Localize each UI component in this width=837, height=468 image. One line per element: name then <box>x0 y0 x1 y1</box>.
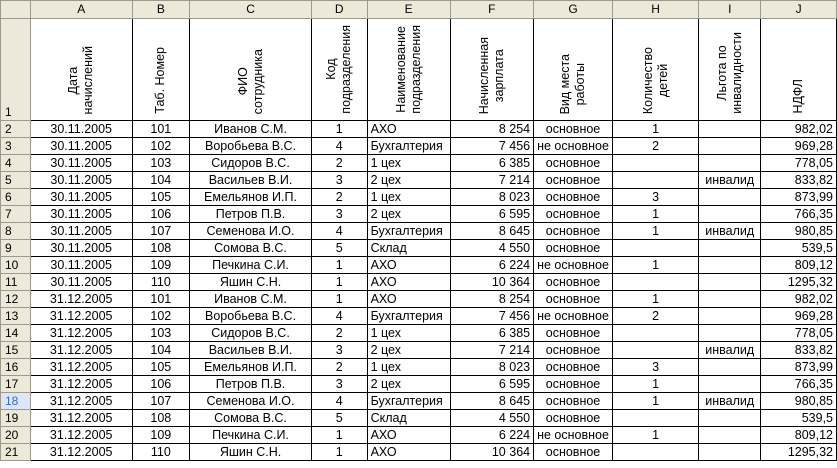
header-cell-accrual-date[interactable] <box>30 19 132 121</box>
cell-tab-number[interactable]: 106 <box>132 376 190 393</box>
header-label: Таб. Номер <box>153 47 168 114</box>
cell-tab-number[interactable]: 102 <box>132 138 190 155</box>
cell-accrual-date[interactable]: 30.11.2005 <box>30 155 132 172</box>
cell-ndfl[interactable]: 980,85 <box>761 393 837 410</box>
cell-dept-name[interactable]: 2 цех <box>367 206 450 223</box>
cell-dept-code[interactable]: 2 <box>311 325 367 342</box>
cell-tab-number[interactable]: 106 <box>132 206 190 223</box>
cell-employee-name[interactable]: Яшин С.Н. <box>190 274 312 291</box>
cell-children[interactable]: 2 <box>612 308 698 325</box>
table-row <box>1 444 837 461</box>
cell-tab-number[interactable]: 105 <box>132 189 190 206</box>
cell-accrual-date[interactable]: 30.11.2005 <box>30 274 132 291</box>
cell-dept-code[interactable]: 1 <box>311 274 367 291</box>
cell-salary[interactable]: 10 364 <box>450 444 534 461</box>
cell-employee-name[interactable]: Воробьева В.С. <box>190 308 312 325</box>
cell-work-type[interactable]: основное <box>534 240 613 257</box>
cell-dept-code[interactable]: 3 <box>311 206 367 223</box>
cell-work-type[interactable]: основное <box>534 342 613 359</box>
cell-children[interactable]: 1 <box>612 257 698 274</box>
cell-tab-number[interactable]: 108 <box>132 240 190 257</box>
cell-dept-name[interactable]: АХО <box>367 274 450 291</box>
row-header[interactable]: 16 <box>1 359 31 376</box>
cell-children[interactable] <box>612 342 698 359</box>
cell-children[interactable]: 1 <box>612 223 698 240</box>
cell-employee-name[interactable]: Печкина С.И. <box>190 257 312 274</box>
cell-disability[interactable] <box>699 427 761 444</box>
cell-dept-name[interactable]: Бухгалтерия <box>367 138 450 155</box>
cell-children[interactable] <box>612 155 698 172</box>
header-cell-ndfl[interactable] <box>761 19 837 121</box>
cell-salary[interactable]: 6 224 <box>450 427 534 444</box>
cell-children[interactable]: 3 <box>612 189 698 206</box>
table-row <box>1 138 837 155</box>
cell-disability[interactable] <box>699 325 761 342</box>
cell-disability[interactable] <box>699 376 761 393</box>
cell-disability[interactable] <box>699 291 761 308</box>
cell-tab-number[interactable]: 104 <box>132 342 190 359</box>
cell-dept-code[interactable]: 4 <box>311 223 367 240</box>
cell-employee-name[interactable]: Яшин С.Н. <box>190 444 312 461</box>
row-header[interactable]: 17 <box>1 376 31 393</box>
table-row <box>1 359 837 376</box>
header-label: Количество детей <box>640 46 670 114</box>
cell-accrual-date[interactable]: 30.11.2005 <box>30 257 132 274</box>
header-cell-salary[interactable] <box>450 19 534 121</box>
row-header[interactable]: 1 <box>1 19 31 121</box>
cell-dept-code[interactable]: 5 <box>311 240 367 257</box>
row-header[interactable]: 11 <box>1 274 31 291</box>
cell-dept-code[interactable]: 3 <box>311 376 367 393</box>
cell-dept-code[interactable]: 1 <box>311 121 367 138</box>
cell-dept-code[interactable]: 2 <box>311 359 367 376</box>
row-header[interactable]: 13 <box>1 308 31 325</box>
cell-dept-name[interactable]: Бухгалтерия <box>367 393 450 410</box>
cell-accrual-date[interactable]: 30.11.2005 <box>30 121 132 138</box>
cell-ndfl[interactable]: 809,12 <box>761 427 837 444</box>
cell-dept-name[interactable]: АХО <box>367 427 450 444</box>
cell-salary[interactable]: 8 023 <box>450 189 534 206</box>
cell-salary[interactable]: 6 595 <box>450 376 534 393</box>
cell-tab-number[interactable]: 107 <box>132 393 190 410</box>
row-header[interactable]: 19 <box>1 410 31 427</box>
cell-work-type[interactable]: основное <box>534 444 613 461</box>
header-label: Вид места работы <box>558 53 588 114</box>
cell-children[interactable]: 1 <box>612 121 698 138</box>
cell-employee-name[interactable]: Семенова И.О. <box>190 223 312 240</box>
cell-accrual-date[interactable]: 31.12.2005 <box>30 308 132 325</box>
cell-dept-code[interactable]: 1 <box>311 257 367 274</box>
column-header-f[interactable]: F <box>450 1 534 19</box>
cell-accrual-date[interactable]: 30.11.2005 <box>30 240 132 257</box>
row-header[interactable]: 8 <box>1 223 31 240</box>
cell-work-type[interactable]: основное <box>534 223 613 240</box>
row-header[interactable]: 5 <box>1 172 31 189</box>
cell-children[interactable]: 3 <box>612 359 698 376</box>
cell-disability[interactable]: инвалид <box>699 342 761 359</box>
cell-accrual-date[interactable]: 31.12.2005 <box>30 359 132 376</box>
column-header-a[interactable]: A <box>30 1 132 19</box>
cell-salary[interactable]: 8 645 <box>450 393 534 410</box>
table-row <box>1 206 837 223</box>
cell-children[interactable] <box>612 274 698 291</box>
cell-salary[interactable]: 4 550 <box>450 240 534 257</box>
cell-work-type[interactable]: основное <box>534 393 613 410</box>
row-header[interactable]: 14 <box>1 325 31 342</box>
cell-employee-name[interactable]: Васильев В.И. <box>190 172 312 189</box>
cell-salary[interactable]: 8 254 <box>450 121 534 138</box>
cell-work-type[interactable]: основное <box>534 376 613 393</box>
cell-accrual-date[interactable]: 30.11.2005 <box>30 189 132 206</box>
cell-accrual-date[interactable]: 30.11.2005 <box>30 223 132 240</box>
cell-children[interactable]: 1 <box>612 291 698 308</box>
header-label: Начисленная зарплата <box>476 36 506 114</box>
cell-children[interactable]: 1 <box>612 206 698 223</box>
cell-disability[interactable] <box>699 240 761 257</box>
table-row <box>1 257 837 274</box>
cell-salary[interactable]: 6 385 <box>450 155 534 172</box>
cell-accrual-date[interactable]: 31.12.2005 <box>30 342 132 359</box>
row-header[interactable]: 10 <box>1 257 31 274</box>
cell-disability[interactable] <box>699 121 761 138</box>
cell-dept-name[interactable]: 1 цех <box>367 325 450 342</box>
column-header-i[interactable]: I <box>699 1 761 19</box>
cell-disability[interactable] <box>699 410 761 427</box>
cell-dept-name[interactable]: АХО <box>367 121 450 138</box>
cell-ndfl[interactable]: 833,82 <box>761 172 837 189</box>
cell-salary[interactable]: 6 385 <box>450 325 534 342</box>
cell-tab-number[interactable]: 102 <box>132 308 190 325</box>
cell-accrual-date[interactable]: 31.12.2005 <box>30 325 132 342</box>
cell-salary[interactable]: 4 550 <box>450 410 534 427</box>
cell-children[interactable] <box>612 240 698 257</box>
cell-ndfl[interactable]: 980,85 <box>761 223 837 240</box>
row-header[interactable]: 12 <box>1 291 31 308</box>
cell-work-type[interactable]: основное <box>534 325 613 342</box>
cell-employee-name[interactable]: Сомова В.С. <box>190 240 312 257</box>
header-label: ФИО сотрудника <box>235 48 265 114</box>
cell-tab-number[interactable]: 107 <box>132 223 190 240</box>
cell-work-type[interactable]: основное <box>534 155 613 172</box>
header-cell-tab-number[interactable] <box>132 19 190 121</box>
header-cell-disability[interactable] <box>699 19 761 121</box>
header-label: Дата начислений <box>66 45 96 114</box>
cell-dept-code[interactable]: 1 <box>311 291 367 308</box>
cell-ndfl[interactable]: 873,99 <box>761 189 837 206</box>
cell-dept-name[interactable]: 2 цех <box>367 172 450 189</box>
cell-ndfl[interactable]: 778,05 <box>761 325 837 342</box>
cell-dept-name[interactable]: 1 цех <box>367 155 450 172</box>
cell-ndfl[interactable]: 539,5 <box>761 410 837 427</box>
cell-employee-name[interactable]: Петров П.В. <box>190 376 312 393</box>
header-cell-dept-code[interactable] <box>311 19 367 121</box>
cell-salary[interactable]: 7 456 <box>450 308 534 325</box>
column-header-h[interactable]: H <box>612 1 698 19</box>
cell-accrual-date[interactable]: 30.11.2005 <box>30 206 132 223</box>
row-header[interactable]: 2 <box>1 121 31 138</box>
table-row <box>1 121 837 138</box>
cell-accrual-date[interactable]: 31.12.2005 <box>30 427 132 444</box>
cell-disability[interactable]: инвалид <box>699 172 761 189</box>
row-header[interactable]: 18 <box>1 393 31 410</box>
table-row <box>1 376 837 393</box>
cell-tab-number[interactable]: 108 <box>132 410 190 427</box>
column-header-e[interactable]: E <box>367 1 450 19</box>
cell-ndfl[interactable]: 833,82 <box>761 342 837 359</box>
row-header[interactable]: 4 <box>1 155 31 172</box>
column-header-c[interactable]: C <box>190 1 312 19</box>
row-header[interactable]: 6 <box>1 189 31 206</box>
cell-ndfl[interactable]: 969,28 <box>761 138 837 155</box>
cell-children[interactable]: 2 <box>612 138 698 155</box>
table-row <box>1 342 837 359</box>
cell-disability[interactable] <box>699 138 761 155</box>
table-row <box>1 393 837 410</box>
table-row <box>1 189 837 206</box>
cell-ndfl[interactable]: 539,5 <box>761 240 837 257</box>
cell-salary[interactable]: 6 224 <box>450 257 534 274</box>
cell-disability[interactable] <box>699 308 761 325</box>
row-header[interactable]: 20 <box>1 427 31 444</box>
cell-children[interactable] <box>612 444 698 461</box>
cell-dept-code[interactable]: 1 <box>311 444 367 461</box>
cell-salary[interactable]: 7 214 <box>450 342 534 359</box>
cell-disability[interactable]: инвалид <box>699 393 761 410</box>
cell-dept-code[interactable]: 4 <box>311 393 367 410</box>
cell-accrual-date[interactable]: 30.11.2005 <box>30 138 132 155</box>
cell-children[interactable] <box>612 325 698 342</box>
cell-ndfl[interactable]: 1295,32 <box>761 444 837 461</box>
cell-disability[interactable] <box>699 189 761 206</box>
cell-work-type[interactable]: основное <box>534 189 613 206</box>
cell-disability[interactable]: инвалид <box>699 223 761 240</box>
table-row <box>1 410 837 427</box>
header-label: НДФЛ <box>791 79 806 114</box>
cell-accrual-date[interactable]: 31.12.2005 <box>30 393 132 410</box>
column-header-j[interactable]: J <box>761 1 837 19</box>
cell-work-type[interactable]: не основное <box>534 308 613 325</box>
cell-ndfl[interactable]: 809,12 <box>761 257 837 274</box>
cell-employee-name[interactable]: Сидоров В.С. <box>190 325 312 342</box>
cell-work-type[interactable]: основное <box>534 206 613 223</box>
cell-ndfl[interactable]: 982,02 <box>761 121 837 138</box>
row-header[interactable]: 3 <box>1 138 31 155</box>
header-cell-dept-name[interactable] <box>367 19 450 121</box>
table-row <box>1 172 837 189</box>
table-row <box>1 240 837 257</box>
header-label: Код подразделения <box>324 25 354 114</box>
cell-ndfl[interactable]: 766,35 <box>761 376 837 393</box>
cell-work-type[interactable]: основное <box>534 359 613 376</box>
cell-accrual-date[interactable]: 31.12.2005 <box>30 444 132 461</box>
cell-ndfl[interactable]: 873,99 <box>761 359 837 376</box>
cell-dept-code[interactable]: 1 <box>311 427 367 444</box>
cell-dept-code[interactable]: 3 <box>311 342 367 359</box>
cell-ndfl[interactable]: 778,05 <box>761 155 837 172</box>
cell-employee-name[interactable]: Печкина С.И. <box>190 427 312 444</box>
cell-employee-name[interactable]: Петров П.В. <box>190 206 312 223</box>
cell-employee-name[interactable]: Емельянов И.П. <box>190 359 312 376</box>
column-header-g[interactable]: G <box>534 1 613 19</box>
cell-dept-name[interactable]: 1 цех <box>367 359 450 376</box>
cell-accrual-date[interactable]: 31.12.2005 <box>30 410 132 427</box>
cell-accrual-date[interactable]: 30.11.2005 <box>30 172 132 189</box>
cell-employee-name[interactable]: Иванов С.М. <box>190 121 312 138</box>
cell-dept-name[interactable]: 1 цех <box>367 189 450 206</box>
cell-employee-name[interactable]: Сидоров В.С. <box>190 155 312 172</box>
cell-dept-code[interactable]: 4 <box>311 138 367 155</box>
header-cell-children[interactable] <box>612 19 698 121</box>
cell-work-type[interactable]: основное <box>534 274 613 291</box>
row-header[interactable]: 15 <box>1 342 31 359</box>
cell-tab-number[interactable]: 103 <box>132 325 190 342</box>
cell-tab-number[interactable]: 109 <box>132 427 190 444</box>
cell-salary[interactable]: 8 645 <box>450 223 534 240</box>
cell-employee-name[interactable]: Васильев В.И. <box>190 342 312 359</box>
cell-dept-name[interactable]: Бухгалтерия <box>367 223 450 240</box>
header-label: Льгота по инвалидности <box>714 32 744 114</box>
cell-tab-number[interactable]: 104 <box>132 172 190 189</box>
cell-dept-name[interactable]: АХО <box>367 444 450 461</box>
cell-children[interactable]: 1 <box>612 376 698 393</box>
cell-tab-number[interactable]: 103 <box>132 155 190 172</box>
cell-dept-name[interactable]: 2 цех <box>367 376 450 393</box>
cell-tab-number[interactable]: 101 <box>132 121 190 138</box>
cell-salary[interactable]: 7 456 <box>450 138 534 155</box>
table-row <box>1 427 837 444</box>
cell-dept-code[interactable]: 4 <box>311 308 367 325</box>
cell-ndfl[interactable]: 1295,32 <box>761 274 837 291</box>
cell-dept-code[interactable]: 3 <box>311 172 367 189</box>
table-row <box>1 308 837 325</box>
row-header[interactable]: 7 <box>1 206 31 223</box>
cell-ndfl[interactable]: 982,02 <box>761 291 837 308</box>
select-all-corner[interactable] <box>1 1 31 19</box>
cell-disability[interactable] <box>699 444 761 461</box>
header-label: Наименование подразделения <box>393 25 423 114</box>
cell-employee-name[interactable]: Иванов С.М. <box>190 291 312 308</box>
cell-dept-code[interactable]: 2 <box>311 155 367 172</box>
cell-salary[interactable]: 10 364 <box>450 274 534 291</box>
cell-employee-name[interactable]: Семенова И.О. <box>190 393 312 410</box>
table-row <box>1 274 837 291</box>
cell-disability[interactable] <box>699 206 761 223</box>
cell-employee-name[interactable]: Сомова В.С. <box>190 410 312 427</box>
cell-ndfl[interactable]: 766,35 <box>761 206 837 223</box>
column-header-b[interactable]: B <box>132 1 190 19</box>
table-row <box>1 155 837 172</box>
cell-children[interactable]: 1 <box>612 427 698 444</box>
cell-work-type[interactable]: не основное <box>534 427 613 444</box>
cell-dept-name[interactable]: Склад <box>367 240 450 257</box>
cell-salary[interactable]: 8 023 <box>450 359 534 376</box>
cell-disability[interactable] <box>699 274 761 291</box>
cell-tab-number[interactable]: 110 <box>132 444 190 461</box>
table-row <box>1 223 837 240</box>
cell-dept-code[interactable]: 2 <box>311 189 367 206</box>
cell-children[interactable]: 1 <box>612 393 698 410</box>
cell-tab-number[interactable]: 109 <box>132 257 190 274</box>
header-cell-work-type[interactable] <box>534 19 613 121</box>
cell-tab-number[interactable]: 101 <box>132 291 190 308</box>
cell-dept-name[interactable]: 2 цех <box>367 342 450 359</box>
cell-dept-name[interactable]: Склад <box>367 410 450 427</box>
table-row <box>1 325 837 342</box>
cell-tab-number[interactable]: 110 <box>132 274 190 291</box>
cell-dept-name[interactable]: Бухгалтерия <box>367 308 450 325</box>
cell-salary[interactable]: 8 254 <box>450 291 534 308</box>
cell-disability[interactable] <box>699 359 761 376</box>
cell-tab-number[interactable]: 105 <box>132 359 190 376</box>
cell-dept-name[interactable]: АХО <box>367 291 450 308</box>
cell-accrual-date[interactable]: 31.12.2005 <box>30 376 132 393</box>
cell-dept-name[interactable]: АХО <box>367 257 450 274</box>
cell-work-type[interactable]: не основное <box>534 138 613 155</box>
header-cell-employee-name[interactable] <box>190 19 312 121</box>
cell-salary[interactable]: 6 595 <box>450 206 534 223</box>
cell-disability[interactable] <box>699 155 761 172</box>
cell-work-type[interactable]: основное <box>534 291 613 308</box>
cell-work-type[interactable]: основное <box>534 172 613 189</box>
column-header-d[interactable]: D <box>311 1 367 19</box>
cell-disability[interactable] <box>699 257 761 274</box>
cell-accrual-date[interactable]: 31.12.2005 <box>30 291 132 308</box>
row-header[interactable]: 21 <box>1 444 31 461</box>
cell-dept-code[interactable]: 5 <box>311 410 367 427</box>
cell-work-type[interactable]: основное <box>534 410 613 427</box>
cell-children[interactable] <box>612 172 698 189</box>
cell-work-type[interactable]: основное <box>534 121 613 138</box>
cell-employee-name[interactable]: Воробьева В.С. <box>190 138 312 155</box>
cell-salary[interactable]: 7 214 <box>450 172 534 189</box>
cell-work-type[interactable]: не основное <box>534 257 613 274</box>
table-row <box>1 291 837 308</box>
cell-children[interactable] <box>612 410 698 427</box>
cell-ndfl[interactable]: 969,28 <box>761 308 837 325</box>
row-header[interactable]: 9 <box>1 240 31 257</box>
cell-employee-name[interactable]: Емельянов И.П. <box>190 189 312 206</box>
